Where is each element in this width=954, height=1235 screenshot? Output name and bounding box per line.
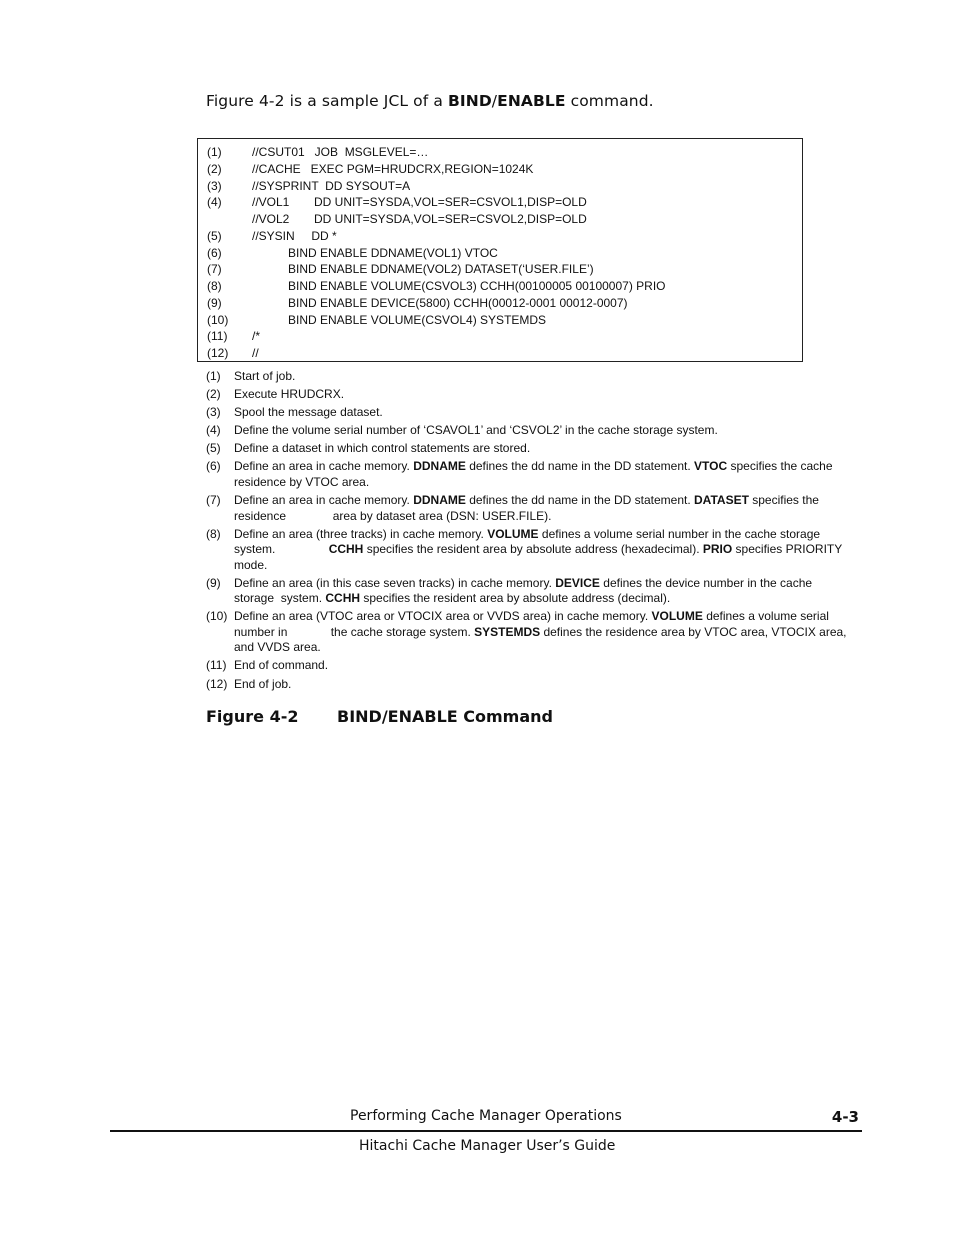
code-line-operand: BIND ENABLE DEVICE(5800) CCHH(00012-0001 00012-0007) bbox=[288, 295, 628, 310]
note-keyword: CCHH bbox=[328, 542, 364, 557]
code-line-operand: DD UNIT=SYSDA,VOL=SER=CSVOL2,DISP=OLD bbox=[314, 212, 587, 226]
note-text-run: End of job. bbox=[234, 676, 292, 691]
footer-section-title: Performing Cache Manager Operations bbox=[350, 1108, 622, 1124]
note-text-run: Start of job. bbox=[234, 369, 296, 383]
intro-enable: ENABLE bbox=[497, 92, 566, 110]
note-keyword: PRIO bbox=[702, 542, 733, 557]
note-number: (6) bbox=[206, 459, 221, 474]
code-line-number: (7) bbox=[207, 262, 222, 277]
code-line-number: (11) bbox=[207, 329, 228, 344]
code-line-operand: BIND ENABLE DDNAME(VOL1) VTOC bbox=[288, 245, 498, 260]
note-keyword: VTOC bbox=[694, 459, 728, 474]
code-line-number: (6) bbox=[207, 245, 222, 260]
caption-title: BIND/ENABLE Command bbox=[337, 707, 553, 726]
code-line-number: (8) bbox=[207, 279, 222, 293]
note-item bbox=[206, 677, 854, 693]
note-text-run: End of command. bbox=[234, 658, 329, 673]
footer-page-number: 4-3 bbox=[831, 1108, 859, 1126]
code-line-statement: // bbox=[252, 346, 259, 360]
note-text-run: Spool the message dataset. bbox=[234, 405, 383, 420]
note-item bbox=[206, 459, 854, 490]
code-line-number: (2) bbox=[207, 161, 222, 176]
note-item bbox=[206, 658, 854, 674]
code-line-operand: DD UNIT=SYSDA,VOL=SER=CSVOL1,DISP=OLD bbox=[314, 195, 587, 210]
note-item bbox=[206, 441, 854, 457]
note-item bbox=[206, 609, 854, 656]
code-line-number: (9) bbox=[207, 295, 222, 310]
note-number: (7) bbox=[206, 493, 221, 508]
note-item bbox=[206, 369, 854, 385]
note-text bbox=[234, 658, 328, 672]
note-number: (8) bbox=[206, 526, 221, 541]
code-line-operand: BIND ENABLE DDNAME(VOL2) DATASET(‘USER.FILE’) bbox=[288, 262, 594, 277]
jcl-notes-list bbox=[206, 369, 854, 695]
intro-bind: BIND bbox=[447, 92, 492, 110]
note-number: (1) bbox=[206, 369, 221, 383]
footer-divider bbox=[110, 1130, 862, 1132]
note-number: (12) bbox=[206, 676, 228, 691]
note-item bbox=[206, 576, 854, 607]
note-text-run: defines a volume serial number in the cache storage system. bbox=[234, 609, 833, 639]
note-text bbox=[234, 576, 815, 606]
note-text-run: defines the residence area by VTOC area, VTOCIX area, and VVDS area. bbox=[234, 624, 850, 655]
intro-pre: Figure 4-2 is a sample JCL of a bbox=[206, 92, 448, 110]
note-text-run: Define a dataset in which control statements are stored. bbox=[234, 441, 531, 456]
note-text-run: Execute HRUDCRX. bbox=[234, 387, 345, 402]
note-text bbox=[234, 609, 850, 654]
figure-caption bbox=[206, 707, 553, 726]
code-line-operand: BIND ENABLE VOLUME(CSVOL4) SYSTEMDS bbox=[288, 312, 547, 327]
code-line-statement: //VOL1 bbox=[252, 195, 290, 210]
code-line-statement: //SYSIN DD * bbox=[252, 228, 337, 243]
note-text bbox=[234, 441, 530, 455]
note-text-run: Define an area (VTOC area or VTOCIX area or VVDS area) in cache memory. bbox=[234, 609, 652, 624]
note-text-run: Define an area (in this case seven tracks) in cache memory. bbox=[234, 575, 556, 590]
note-keyword: DDNAME bbox=[413, 459, 466, 474]
intro-slash: / bbox=[491, 92, 498, 110]
note-keyword: DATASET bbox=[694, 493, 749, 508]
note-text bbox=[234, 369, 295, 383]
intro-paragraph bbox=[206, 92, 654, 110]
code-line-number: (10) bbox=[207, 312, 229, 327]
note-text-run: Define an area in cache memory. bbox=[234, 493, 414, 508]
note-number: (5) bbox=[206, 441, 221, 456]
note-text bbox=[234, 387, 344, 401]
note-item bbox=[206, 527, 854, 574]
note-text-run: Define the volume serial number of ‘CSAVOL1’ and ‘CSVOL2’ in the cache storage system. bbox=[234, 423, 718, 438]
code-line-operand: BIND ENABLE VOLUME(CSVOL3) CCHH(00100005 00100007) PRIO bbox=[288, 279, 666, 293]
note-number: (9) bbox=[206, 575, 221, 590]
note-text-run: Define an area in cache memory. bbox=[234, 459, 414, 474]
note-text-run: defines the device number in the cache storage system. bbox=[234, 575, 816, 606]
code-line-statement: //CSUT01 JOB MSGLEVEL=… bbox=[252, 145, 429, 159]
note-text bbox=[234, 527, 845, 572]
note-keyword: CCHH bbox=[325, 591, 361, 606]
jcl-code-box bbox=[197, 138, 803, 362]
note-text-run: defines the dd name in the DD statement. bbox=[465, 493, 695, 508]
code-line-number: (3) bbox=[207, 178, 222, 193]
note-number: (10) bbox=[206, 609, 228, 624]
note-text-run: Define an area (three tracks) in cache memory. bbox=[234, 526, 488, 541]
code-line-number: (1) bbox=[207, 145, 222, 159]
note-number: (3) bbox=[206, 405, 221, 420]
intro-post: command. bbox=[565, 92, 654, 110]
code-line-number: (12) bbox=[207, 346, 229, 360]
note-text bbox=[234, 405, 383, 419]
code-line-number: (4) bbox=[207, 195, 222, 210]
note-number: (11) bbox=[206, 658, 227, 673]
code-line-statement: //SYSPRINT DD SYSOUT=A bbox=[252, 178, 411, 193]
note-keyword: VOLUME bbox=[487, 526, 539, 541]
note-keyword: VOLUME bbox=[651, 609, 703, 624]
note-text-run: defines the dd name in the DD statement. bbox=[465, 459, 695, 474]
note-number: (4) bbox=[206, 423, 221, 438]
footer-guide-title: Hitachi Cache Manager User’s Guide bbox=[359, 1138, 616, 1154]
code-line-statement: //CACHE EXEC PGM=HRUDCRX,REGION=1024K bbox=[252, 161, 534, 176]
note-item bbox=[206, 423, 854, 439]
note-text-run: specifies PRIORITY mode. bbox=[234, 542, 846, 572]
note-text bbox=[234, 677, 291, 691]
note-text-run: defines a volume serial number in the cache storage system. bbox=[234, 526, 824, 557]
note-text bbox=[234, 493, 822, 523]
note-text-run: specifies the resident area by absolute address (decimal). bbox=[360, 591, 671, 606]
note-keyword: SYSTEMDS bbox=[474, 624, 541, 639]
code-line-statement: /* bbox=[252, 329, 261, 344]
note-item bbox=[206, 405, 854, 421]
note-text bbox=[234, 459, 846, 489]
note-number: (2) bbox=[206, 387, 221, 402]
caption-label: Figure 4-2 bbox=[206, 707, 299, 726]
note-text-run: specifies the residence area by dataset area (DSN: USER.FILE). bbox=[234, 493, 823, 523]
note-item bbox=[206, 493, 854, 524]
note-text-run: specifies the resident area by absolute address (hexadecimal). bbox=[363, 542, 703, 557]
note-keyword: DEVICE bbox=[555, 575, 600, 590]
note-text-run: specifies the cache residence by VTOC area. bbox=[234, 459, 846, 489]
code-line-number: (5) bbox=[207, 228, 222, 243]
note-keyword: DDNAME bbox=[413, 493, 466, 508]
note-text bbox=[234, 423, 718, 437]
note-item bbox=[206, 387, 854, 403]
code-line-statement: //VOL2 bbox=[252, 212, 290, 226]
